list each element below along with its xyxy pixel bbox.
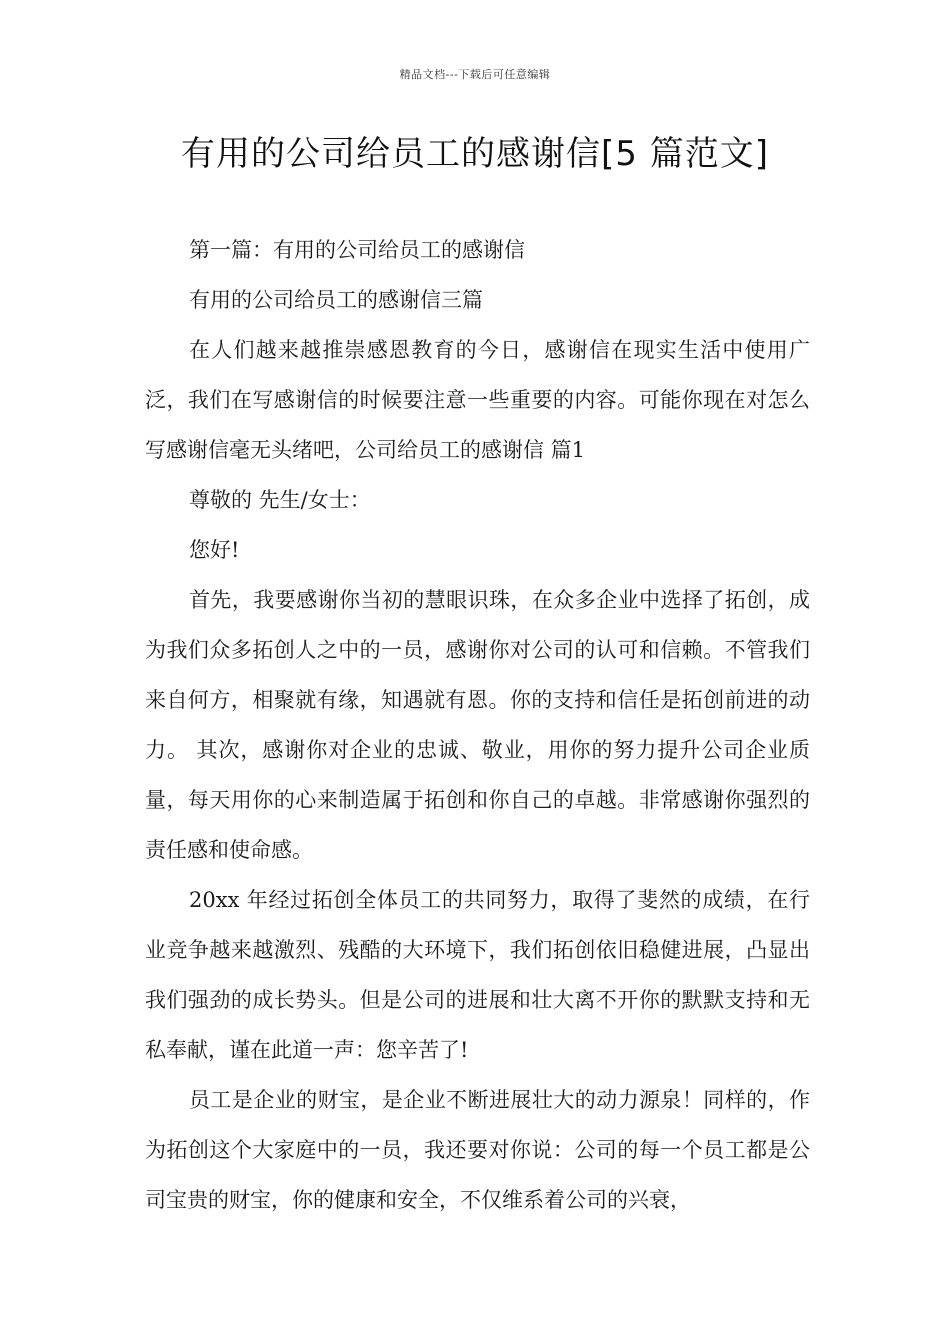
paragraph: 第一篇：有用的公司给员工的感谢信 <box>189 238 525 262</box>
paragraph: 首先，我要感谢你当初的慧眼识珠，在众多企业中选择了拓创，成为我们众多拓创人之中的一员，感谢你对公司的认可和信赖。不管我们来自何方，相聚就有缘，知遇就有恩。你的支持和信任是拓创前进的动力。 其次，感谢你对企业的忠诚、敬业，用你的努力提升公司企业质量，每天用你的心来制造属于拓创和你自己的卓越。非常感谢你强烈的责任感和使命感。 <box>145 588 810 862</box>
paragraph: 20xx 年经过拓创全体员工的共同努力，取得了斐然的成绩，在行业竞争越来越激烈、残酷的大环境下，我们拓创依旧稳健进展，凸显出我们强劲的成长势头。但是公司的进展和壮大离不开你的默默支持和无私奉献，谨在此道一声：您辛苦了! <box>145 888 810 1062</box>
paragraph: 员工是企业的财宝，是企业不断进展壮大的动力源泉！同样的，作为拓创这个大家庭中的一员，我还要对你说：公司的每一个员工都是公司宝贵的财宝，你的健康和安全，不仅维系着公司的兴衰， <box>145 1088 810 1212</box>
paragraph: 有用的公司给员工的感谢信三篇 <box>189 288 483 312</box>
paragraph: 尊敬的 先生/女士： <box>189 488 371 512</box>
document-body <box>145 225 810 1225</box>
header-note: 精品文档---下载后可任意编辑 <box>399 68 551 81</box>
paragraph: 在人们越来越推崇感恩教育的今日，感谢信在现实生活中使用广泛，我们在写感谢信的时候要注意一些重要的内容。可能你现在对怎么写感谢信毫无头绪吧，公司给员工的感谢信 篇1 <box>145 338 810 462</box>
document-title: 有用的公司给员工的感谢信[5 篇范文] <box>181 134 769 174</box>
paragraph: 您好! <box>189 538 240 562</box>
